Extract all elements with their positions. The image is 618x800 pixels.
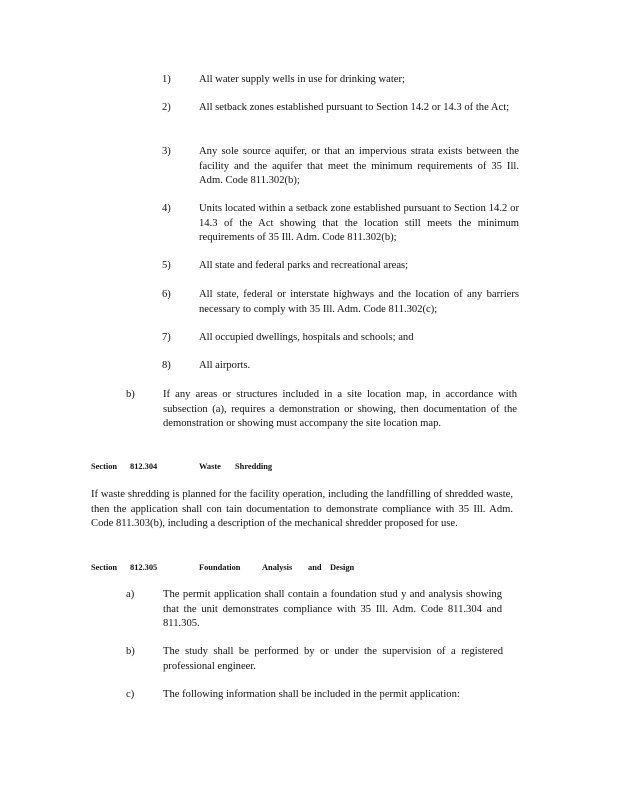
list-item-text: All state, federal or interstate highways and the location of any barriers necessary to comply with 35 Ill. Adm. Code 811.302(c); [199, 289, 519, 315]
subsection-text: The following information shall be included in the permit application: [163, 689, 460, 700]
list-item-text: All setback zones established pursuant to Section 14.2 or 14.3 of the Act; [199, 102, 510, 113]
subsection-label: c) [126, 689, 135, 700]
section-title-word: and [308, 563, 322, 572]
section-word: Section [91, 462, 118, 471]
list-item-text: All water supply wells in use for drinking water; [199, 74, 405, 85]
section-title-word: Design [330, 563, 355, 572]
item-number: 4) [162, 203, 171, 214]
list-item-text: All occupied dwellings, hospitals and schools; and [199, 332, 414, 343]
item-number: 5) [162, 260, 171, 271]
item-number: 1) [162, 74, 171, 85]
subsection-label: b) [126, 646, 135, 657]
section-number: 812.305 [130, 563, 158, 572]
subsection-label: a) [126, 589, 135, 600]
section-number: 812.304 [130, 462, 158, 471]
section-title-word: Analysis [262, 563, 293, 572]
item-number: 2) [162, 102, 171, 113]
section-word: Section [91, 563, 118, 572]
section-title-word: Waste [199, 462, 221, 471]
subsection-text: The permit application shall contain a foundation stud y and analysis showing that the unit demonstrates compliance with 35 Ill. Adm. Code 811.304 and 811.305. [163, 589, 502, 629]
item-number: 8) [162, 360, 171, 371]
item-number: 7) [162, 332, 171, 343]
subsection-text: If any areas or structures included in a site location map, in accordance with subsection (a), requires a demonstration or showing, then documentation of the demonstration or showing must accompany the site location map. [163, 389, 517, 429]
section-body-paragraph: If waste shredding is planned for the facility operation, including the landfilling of shredded waste, then the application shall con tain documentation to demonstrate compliance with 35 Ill. Adm. Code 811.303(b), including a description of the mechanical shredder proposed for use. [91, 489, 513, 529]
list-item-text: All state and federal parks and recreational areas; [199, 260, 409, 271]
item-number: 6) [162, 289, 171, 300]
section-title-word: Foundation [199, 563, 241, 572]
subsection-text: The study shall be performed by or under the supervision of a registered professional engineer. [163, 646, 503, 672]
list-item-text: All airports. [199, 360, 251, 371]
list-item-text: Any sole source aquifer, or that an impervious strata exists between the facility and the aquifer that meet the minimum requirements of 35 Ill. Adm. Code 811.302(b); [199, 146, 519, 186]
subsection-label: b) [126, 389, 135, 400]
item-number: 3) [162, 146, 171, 157]
list-item-text: Units located within a setback zone established pursuant to Section 14.2 or 14.3 of the Act showing that the location still meets the minimum requirements of 35 Ill. Adm. Code 811.302(b); [199, 203, 519, 243]
section-title-word: Shredding [235, 462, 273, 471]
